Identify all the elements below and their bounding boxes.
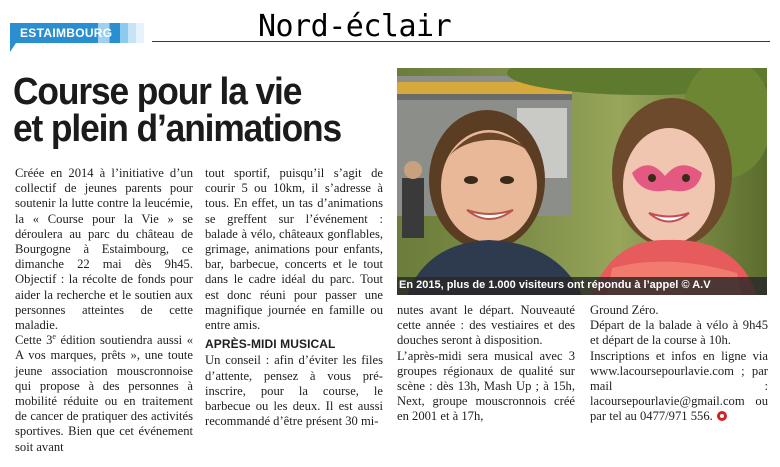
photo-caption [399,279,765,291]
end-of-article-icon [717,411,727,421]
paragraph-ground-zero: Ground Zéro. [590,303,659,317]
section-subhead: APRÈS-MIDI MUSICAL [205,337,336,352]
rubric-stripes [120,23,152,43]
paragraph-departures: Départ de la balade à vélo à 9h45 et départ de la course à 10h. [590,318,768,348]
article-photo [397,68,767,295]
photo-credit: © A.V [681,279,711,291]
headline-line-1: Course pour la vie [13,71,302,113]
paragraph-music: L’après-midi sera musical avec 3 groupes régionaux de qualité sur scène : dès 13h, Mash Up ; à 15h, Next, groupe mouscronnois créé en 2001 et à 17h, [397,348,575,424]
rubric-notch [10,43,16,52]
newspaper-masthead: Nord-éclair [258,9,452,44]
paragraph-intro: Créée en 2014 à l’initiative d’un collectif de jeunes parents pour soutenir la lutte contre la leucémie, la « Course pour la Vie » se déroulera au parc du château de Bourgogne à Estaimbourg, ce dimanche 22 mai dès 9h45. Objectif : la récolte de fonds pour aider la recherche et le soutien aux personnes atteintes de cette maladie. [15,166,193,333]
edition-text-a: Cette 3 [15,333,53,348]
edition-superscript: e [52,332,56,342]
registration-text: Inscriptions et infos en ligne via www.lacoursepourlavie.com ; par mail : lacoursepourlavie@gmail.com ou par tel au 0477/971 556. [590,348,768,424]
article-column-3 [397,303,575,425]
photo-illustration [397,68,767,295]
paragraph-advice: Un conseil : afin d’éviter les files d’attente, pensez à vous pré-inscrire, pour la course, le barbecue ou les deux. Il est aussi recommandé d’être présent 30 mi- [205,353,383,429]
paragraph-activities: tout sportif, puisqu’il s’agit de courir 5 ou 10km, il s’adresse à tous. En effet, un tas d’animations se greffent sur l’événement : balade à vélo, châteaux gonflables, grimage, animations pour enfants, bar, barbecue, concerts et le tout dans le cadre idéal du parc. Tout est donc réuni pour passer une magnifique journée en famille ou entre amis. [205,166,383,333]
edition-text-b: édition soutiendra aussi « A vos marques, prêts », une toute jeune association mouscronnoise qui propose à des personnes à mobilité réduite ou en traitement de cancer de pratiquer des activités sportives. Bien que cet événement soit avant [15,333,193,454]
article-headline [13,71,366,150]
article-column-4 [590,303,768,425]
section-rubric: ESTAIMBOURG [20,26,113,40]
header-rule [152,41,770,42]
paragraph-facilities: nutes avant le départ. Nouveauté cette année : des vestiaires et des douches seront à disposition. [397,303,575,348]
paragraph-registration [590,349,768,425]
caption-text: En 2015, plus de 1.000 visiteurs ont répondu à l’appel [399,279,679,291]
headline-line-2: et plein d’animations [13,108,342,150]
article-column-1 [15,166,193,455]
article-column-2 [205,166,383,429]
paragraph-edition [15,333,193,455]
